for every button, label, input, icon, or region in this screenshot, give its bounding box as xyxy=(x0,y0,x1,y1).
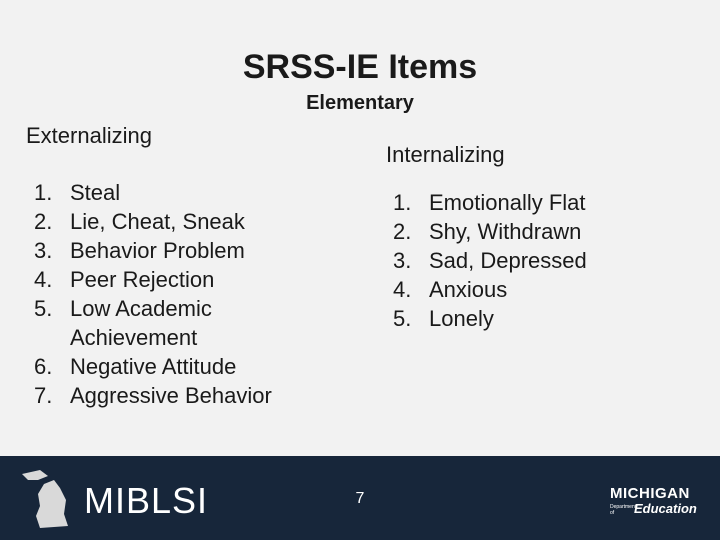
item-number: 3. xyxy=(393,248,412,273)
item-text: Behavior Problem xyxy=(70,238,245,263)
miblsi-wordmark: MIBLSI xyxy=(84,480,209,521)
list-item xyxy=(34,178,324,207)
externalizing-list xyxy=(34,178,324,410)
mde-logo-bottom: Education xyxy=(634,501,697,516)
item-number: 3. xyxy=(34,238,53,263)
miblsi-logo xyxy=(18,466,208,530)
externalizing-heading: Externalizing xyxy=(26,123,152,148)
item-text: Anxious xyxy=(429,277,508,302)
item-number: 4. xyxy=(34,267,53,292)
mde-logo xyxy=(610,486,710,516)
item-number: 5. xyxy=(393,306,412,331)
list-item xyxy=(34,352,324,381)
list-item xyxy=(34,381,324,410)
list-item xyxy=(393,304,693,333)
list-item xyxy=(393,217,693,246)
item-text: Negative Attitude xyxy=(70,354,237,379)
item-number: 6. xyxy=(34,354,53,379)
item-number: 2. xyxy=(393,219,412,244)
internalizing-list xyxy=(393,188,693,333)
item-text: Shy, Withdrawn xyxy=(429,219,582,244)
list-item xyxy=(34,207,324,236)
slide-subtitle: Elementary xyxy=(306,92,414,114)
list-item xyxy=(393,188,693,217)
list-item xyxy=(393,275,693,304)
list-item xyxy=(34,265,324,294)
page-number: 7 xyxy=(355,490,365,507)
item-number: 1. xyxy=(393,190,412,215)
list-item xyxy=(34,236,324,265)
list-item xyxy=(393,246,693,275)
item-text: Emotionally Flat xyxy=(429,190,586,215)
item-number: 4. xyxy=(393,277,412,302)
list-item xyxy=(34,294,280,352)
mde-logo-tiny: Department of xyxy=(610,504,637,516)
item-number: 7. xyxy=(34,383,53,408)
michigan-map-icon xyxy=(18,466,74,530)
item-text: Lonely xyxy=(429,306,494,331)
internalizing-heading: Internalizing xyxy=(386,142,505,167)
item-text: Aggressive Behavior xyxy=(70,383,272,408)
item-number: 2. xyxy=(34,209,53,234)
item-number: 5. xyxy=(34,296,53,321)
item-text: Low Academic Achievement xyxy=(70,296,212,350)
mde-logo-top: MICHIGAN xyxy=(610,485,690,502)
item-text: Peer Rejection xyxy=(70,267,215,292)
item-text: Steal xyxy=(70,180,121,205)
slide-title: SRSS-IE Items xyxy=(242,48,478,86)
item-number: 1. xyxy=(34,180,53,205)
item-text: Sad, Depressed xyxy=(429,248,587,273)
footer-bar xyxy=(0,456,720,540)
item-text: Lie, Cheat, Sneak xyxy=(70,209,245,234)
